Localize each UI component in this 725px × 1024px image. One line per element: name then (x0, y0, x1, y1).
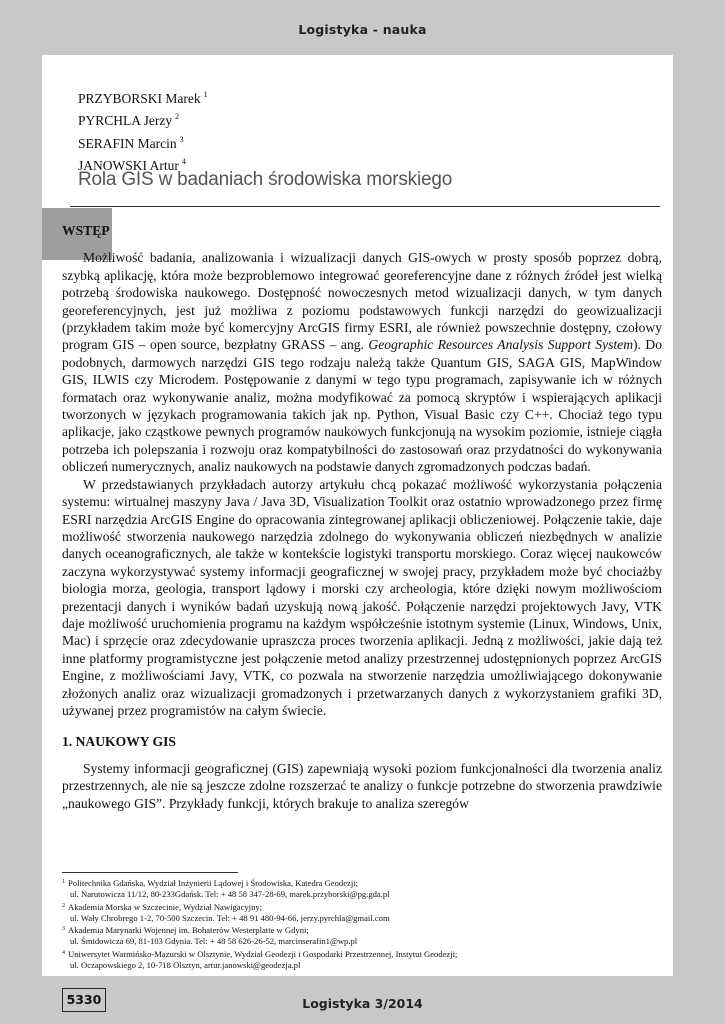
journal-footer: Logistyka 3/2014 (302, 996, 423, 1011)
footnote-divider (62, 872, 238, 873)
author: PRZYBORSKI Marek $^1$ (78, 90, 208, 106)
title-divider (70, 206, 660, 207)
author: PYRCHLA Jerzy $^2$ (78, 112, 180, 129)
section-heading-1: 1. NAUKOWY GIS (62, 734, 176, 750)
article-title: Rola GIS w badaniach środowiska morskiego (78, 169, 453, 190)
section-heading-intro: WSTĘP (62, 223, 110, 238)
footnotes (62, 872, 662, 971)
footnote: $^3$ Akademia Marynarki Wojennej im. Bohaterów Westerplatte w Gdyni; ul. Śmidowicza 69, 81-103 Gdynia. Tel: + 48 58 626-26-52, marcinserafin1@wp.pl (62, 925, 358, 947)
paragraph: Systemy informacji geograficznej (GIS) zapewniają wysoki poziom funkcjonalności dla tworzenia analiz przestrzennych, ale nie są jeszcze zdolne rozszerzać te analizy o funkcje potrzebne do stworzenia prawdziwie „naukowego GIS”. Przykłady funkcji, których brakuje to analiza szeregów (62, 760, 662, 811)
paragraph: W przedstawianych przykładach autorzy artykułu chcą pokazać możliwość wykorzystania połączenia systemu: wirtualnej maszyny Java / Java 3D, Visualization Toolkit oraz ostatnio wprowadzonego przez firmę ESRI narzędzia ArcGIS Engine do opracowania zintegrowanej aplikacji obliczeniowej. Połączenie takie, daje możliwość stworzenia naukowego narzędzia zdolnego do wykonywania obliczeń niezbędnych w analizie danych oceanograficznych, ale także w kontekście logistyki transportu morskiego. Coraz więcej naukowców zaczyna wykorzystywać systemy informacji geograficznej w swojej pracy, przykładem może być chociażby biologia morza, geologia, transport lądowy i morski czy archeologia, które dzięki nowym możliwościom prezentacji danych i wyników badań uzyskują nową jakość. Połączenie narzędzi projektowych Javy, VTK daje możliwość uruchomienia programu na każdym współcześnie istotnym systemie (Linux, Windows, Unix, Mac) i sprzęcie oraz zdecydowanie upraszcza proces tworzenia aplikacji. Jedną z możliwości, jakie dają też inne platformy programistyczne jest połączenie metod analizy przestrzennej udostępnionych poprzez ArcGIS Engine, z możliwościami Javy, VTK, co pozwala na stworzenie narzędzia umożliwiającego dokonywanie złożonych analiz oraz wizualizacji gromadzonych i przetwarzanych danych z wykorzystaniem grafiki 3D, używanej przez programistów na całym świecie. (62, 476, 662, 718)
author-footnote-ref: 3 (179, 134, 184, 144)
author: SERAFIN Marcin $^3$ (78, 134, 184, 151)
author-footnote-ref: 4 (181, 157, 186, 167)
article-body (62, 222, 662, 812)
author: JANOWSKI Artur $^4$ (78, 157, 186, 174)
journal-header: Logistyka - nauka (298, 22, 427, 37)
footnote: $^1$ Politechnika Gdańska, Wydział Inżynierii Lądowej i Środowiska, Katedra Geodezji; ul. Narutowicza 11/12, 80-233Gdańsk. Tel: + 48 58 347-28-69, marek.przyborski@pg.gda.pl (62, 878, 390, 900)
page-number: 5330 (62, 988, 106, 1012)
author-list (78, 86, 208, 176)
footnote: $^4$ Uniwersytet Warmińsko-Mazurski w Olsztynie, Wydział Geodezji i Gospodarki Przestrzennej, Instytut Geodezji; ul. Oczapowskiego 2, 10-718 Olsztyn, artur.janowski@geodezja.pl (62, 948, 458, 971)
author-footnote-ref: 1 (203, 90, 208, 99)
footnote: $^2$ Akademia Morska w Szczecinie, Wydział Nawigacyjny; ul. Wały Chrobrego 1-2, 70-500 Szczecin. Tel: + 48 91 480-94-66, jerzy.pyrchla@gmail.com (62, 901, 390, 923)
paragraph: Możliwość badania, analizowania i wizualizacji danych GIS-owych w prosty sposób poprzez dobrą, szybką aplikację, która może bezproblemowo integrować georeferencyjne dane z różnych źródeł jest wielką potrzebą środowiska naukowego. Dostępność nowoczesnych metod wizualizacji danych, w tym danych georeferencyjnych, jest już możliwa z poziomu podstawowych funkcji narzędzi do geowizualizacji (przykładem takim może być komercyjny ArcGIS firmy ESRI, ale również powszechnie dostępny, czołowy program GIS – open source, bezpłatny GRASS – ang. Geographic Resources Analysis Support System). Do podobnych, darmowych narzędzi GIS tego rodzaju należą także Quantum GIS, SAGA GIS, MapWindow GIS, ILWIS czy Microdem. Postępowanie z danymi w tego typu programach, zapisywanie ich w różnych formatach oraz wykonywanie analiz, można modyfikować za pomocą skryptów i wspierających aplikacji tworzonych w językach programowania takich jak np. Python, Visual Basic czy C++. Chociaż tego typu aplikacje, jako cząstkowe pewnych programów naukowych funkcjonują na wysokim poziomie, istnieje ciągła potrzeba ich polepszania i rozwoju oraz kompatybilności do zastosowań oraz przydatności do wykonywania obliczeń numerycznych, analiz naukowych na podstawie danych zgromadzonych podczas badań. (62, 250, 662, 475)
author-footnote-ref: 2 (175, 112, 180, 122)
